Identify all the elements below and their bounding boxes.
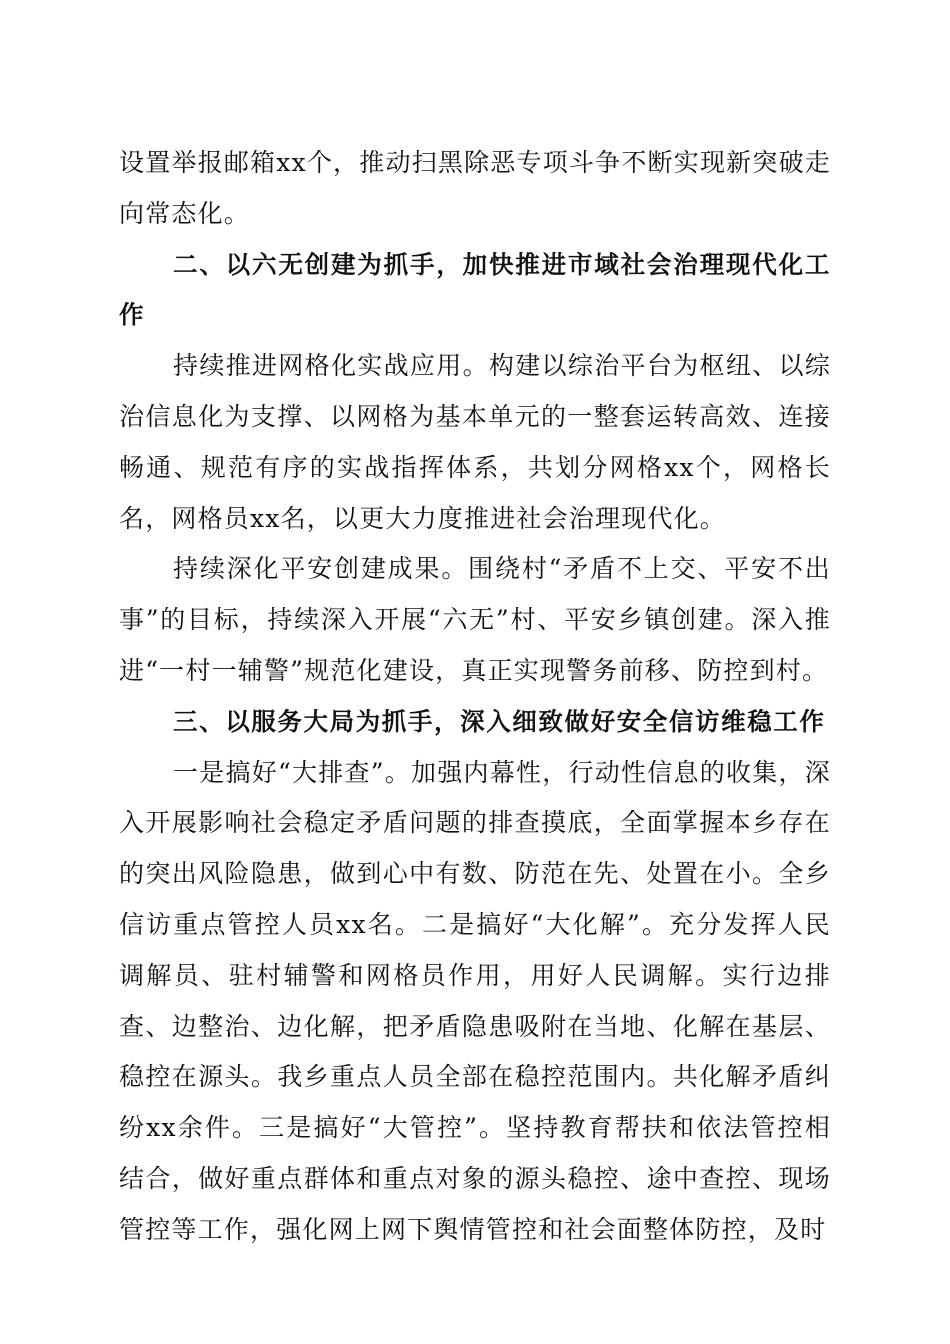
paragraph-stability-work: 一是搞好“大排查”。加强内幕性，行动性信息的收集，深入开展影响社会稳定矛盾问题的排查摸底，全面掌握本乡存在的突出风险隐患，做到心中有数、防范在先、处置在小。全乡信访重点管控人员xx名。二是搞好“大化解”。充分发挥人民调解员、驻村辅警和网格员作用，用好人民调解。实行边排查、边整治、边化解，把矛盾隐患吸附在当地、化解在基层、稳控在源头。我乡重点人员全部在稳控范围内。共化解矛盾纠纷xx余件。三是搞好“大管控”。坚持教育帮扶和依法管控相结合，做好重点群体和重点对象的源头稳控、途中查控、现场管控等工作，强化网上网下舆情管控和社会面整体防控，及时 [119,757,831,1244]
section-heading-2: 二、以六无创建为抓手，加快推进市域社会治理现代化工作 [119,249,831,330]
paragraph-safety-creation: 持续深化平安创建成果。围绕村“矛盾不上交、平安不出事”的目标，持续深入开展“六无”村、平安乡镇创建。深入推进“一村一辅警”规范化建设，真正实现警务前移、防控到村。 [119,554,831,685]
paragraph-grid-application: 持续推进网格化实战应用。构建以综治平台为枢纽、以综治信息化为支撑、以网格为基本单元的一整套运转高效、连接畅通、规范有序的实战指挥体系，共划分网格xx个，网格长名，网格员xx名，以更大力度推进社会治理现代化。 [119,351,831,533]
document-body [119,138,831,1256]
paragraph-continuation: 设置举报邮箱xx个，推动扫黑除恶专项斗争不断实现新突破走向常态化。 [119,148,831,228]
section-heading-3: 三、以服务大局为抓手，深入细致做好安全信访维稳工作 [173,706,826,736]
